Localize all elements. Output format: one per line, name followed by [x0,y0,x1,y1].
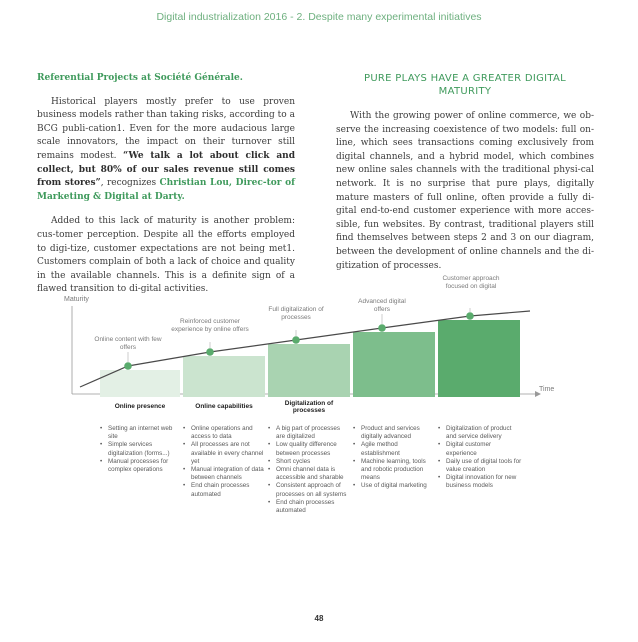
right-column [336,72,594,284]
left-column [37,72,295,308]
bullet-list-stage-5 [438,425,522,491]
list-item: • Daily use of digital tools for value creation [438,458,522,474]
list-item: • All processes are not available in every channel yet [183,441,265,466]
list-item: • Simple services digitalization (forms...) [100,441,180,457]
stage-band-5 [438,320,520,397]
running-header: Digital industrialization 2016 - 2. Despite many experimental initiatives [156,11,482,23]
milestone-dot-5 [466,312,474,320]
list-item: • Low quality difference between processes [268,441,350,457]
y-axis-label: Maturity [64,296,89,303]
bullet-list-stage-3 [268,425,350,515]
bullet-list-stage-2 [183,425,265,499]
bullet-list-stage-4 [353,425,435,491]
stage-online-capabilities: Online capabilities [195,403,253,410]
paragraph-text: , recognizes [100,178,160,189]
stage-band-4 [353,332,435,397]
stage-band-1 [100,370,180,397]
list-item: • Manual integration of data between channels [183,466,265,482]
paragraph-business-models [37,96,295,205]
quote-darty: “We talk a lot about click and collect, but 80% of our sales revenue still comes from stores” [37,150,295,189]
bullet-list-stage-1 [100,425,180,474]
list-item: • Short cycles [268,458,350,466]
list-item: • Digital innovation for new business models [438,474,522,490]
list-item: • Omni channel data is accessible and sharable [268,466,350,482]
list-item: • Consistent approach of processes on all systems [268,482,350,498]
paragraph-text: Historical players mostly prefer to use proven business models rather than taking risks, according to a BCG publi-cation1. Even for the more audacious large scale innovators, the impact on their turnover still remains modest. [37,96,295,161]
stage-digital-customer-course: Digital customer's course [439,403,519,410]
callout-customer-approach: Customer approach focused on digital [442,275,500,290]
paragraph-customer-perception: Added to this lack of maturity is another problem: cus-tomer perception. Despite all the efforts employed to digi-tize, customer expectations are not being met1. Customers complain of both a lack of choice and quality in the available channels. This is a definite sign of a flawed transition to di-gital activities. [37,216,295,295]
quote-attribution: Christian Lou, Direc-tor of Marketing & Digital at Darty. [37,178,295,202]
callout-reinforced-experience: Reinforced customer experience by online offers [171,318,249,333]
list-item: • Use of digital marketing [353,482,435,490]
callout-full-digitalization: Full digitalization of processes [268,306,324,321]
stage-band-2 [183,356,265,397]
list-item: • A big part of processes are digitalized [268,425,350,441]
list-item: • End chain processes automated [268,499,350,515]
callout-online-content: Online content with few offers [94,336,162,351]
stage-band-3 [268,344,350,397]
page-number: 48 [314,614,324,623]
paragraph-online-commerce: With the growing power of online commerce, we ob-serve the increasing coexistence of two models: full on-line, which sees transactions coming exclusively from digital channels, and a hybrid model, which combines new online sales channels with the traditional physi-cal network. It is no surprise that pure plays, digitally mature masters of full online, often provide a fully di-gital end-to-end customer experience with more acces-sible, fun websites. By contrast, traditional players still find themselves between steps 2 and 3 on our diagram, between the development of online channels and the di-gitization of processes. [336,111,594,271]
stage-digitalization-processes: Digitalization of processes [284,399,334,414]
list-item: • Agile method establishment [353,441,435,457]
list-item: • Manual processes for complex operations [100,458,180,474]
list-item: • Setting an internet web site [100,425,180,441]
list-item: • Product and services digitally advanced [353,425,435,441]
list-item: • Online operations and access to data [183,425,265,441]
milestone-dot-4 [378,324,386,332]
x-axis-label: Time [539,386,555,393]
callout-advanced-offers: Advanced digital offers [358,298,406,313]
milestone-dot-1 [124,362,132,370]
stage-online-presence: Online presence [114,403,166,410]
list-item: • Digitalization of product and service delivery [438,425,522,441]
section-heading-pure-plays: PURE PLAYS HAVE A GREATER DIGITAL MATURITY [363,73,567,97]
list-item: • Digital customer experience [438,441,522,457]
milestone-dot-2 [206,348,214,356]
stage-new-digital-capabilities: New digital capabilities [358,403,430,410]
list-item: • End chain processes automated [183,482,265,498]
maturity-diagram [60,275,565,616]
milestone-dot-3 [292,336,300,344]
list-item: • Machine learning, tools and robotic production means [353,458,435,483]
section-heading-referential: Referential Projects at Société Générale. [37,73,243,83]
